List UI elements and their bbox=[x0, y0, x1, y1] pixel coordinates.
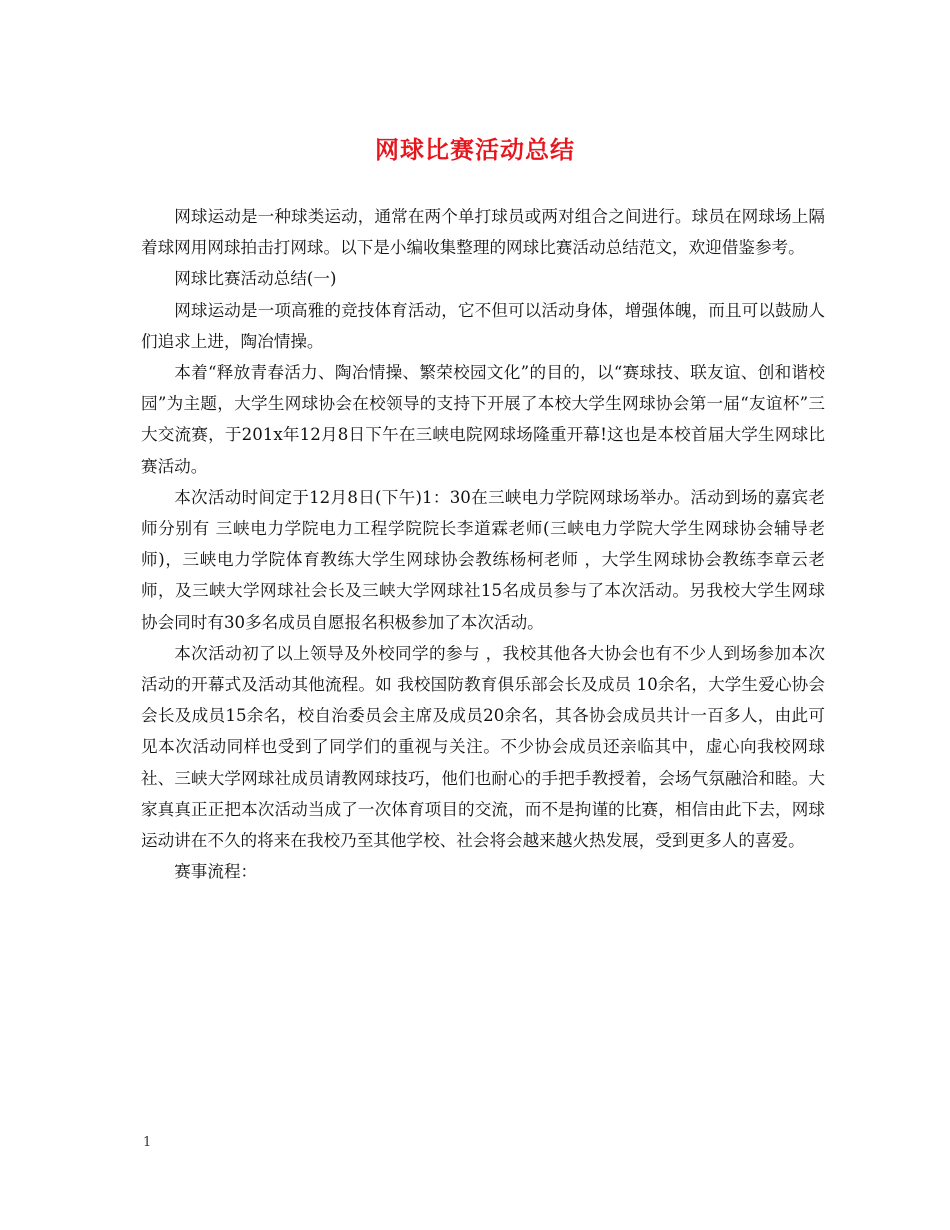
paragraph: 网球运动是一项高雅的竞技体育活动，它不但可以活动身体，增强体魄，而且可以鼓励人们追求上进，陶冶情操。 bbox=[141, 300, 825, 351]
paragraph-process-label: 赛事流程： bbox=[174, 862, 258, 882]
section-heading: 网球比赛活动总结(一) bbox=[174, 269, 337, 289]
paragraph: 本次活动初了以上领导及外校同学的参与 ，我校其他各大协会也有不少人到场参加本次活动的开幕式及活动其他流程。如 我校国防教育俱乐部会长及成员 10余名，大学生爱心协会会长及成员15余名，校自治委员会主席及成员20余名，其各协会成员共计一百多人，由此可见本次活动同样也受到了同学们的重视与关注。不少协会成员还亲临其中，虚心向我校网球社、三峡大学网球社成员请教网球技巧，他们也耐心的手把手教授着，会场气氛融洽和睦。大家真真正正把本次活动当成了一次体育项目的交流，而不是拘谨的比赛，相信由此下去，网球运动讲在不久的将来在我校乃至其他学校、社会将会越来越火热发展，受到更多人的喜爱。 bbox=[141, 643, 825, 851]
paragraph: 本着“释放青春活力、陶冶情操、繁荣校园文化”的目的，以“赛球技、联友谊、创和谐校园”为主题，大学生网球协会在校领导的支持下开展了本校大学生网球协会第一届“友谊杯”三大交流赛，于201x年12月8日下午在三峡电院网球场隆重开幕!这也是本校首届大学生网球比赛活动。 bbox=[141, 363, 825, 476]
paragraph-intro: 网球运动是一种球类运动，通常在两个单打球员或两对组合之间进行。球员在网球场上隔着球网用网球拍击打网球。以下是小编收集整理的网球比赛活动总结范文，欢迎借鉴参考。 bbox=[141, 207, 825, 258]
page-number: 1 bbox=[143, 1135, 152, 1150]
paragraph: 本次活动时间定于12月8日(下午)1：30在三峡电力学院网球场举办。活动到场的嘉宾老师分别有 三峡电力学院电力工程学院院长李道霖老师(三峡电力学院大学生网球协会辅导老师)，三峡电力学院体育教练大学生网球协会教练杨柯老师 ，大学生网球协会教练李章云老师，及三峡大学网球社会长及三峡大学网球社15名成员参与了本次活动。另我校大学生网球协会同时有30多名成员自愿报名积极参加了本次活动。 bbox=[141, 487, 825, 632]
document-body bbox=[141, 201, 825, 887]
document-title: 网球比赛活动总结 bbox=[375, 135, 575, 164]
